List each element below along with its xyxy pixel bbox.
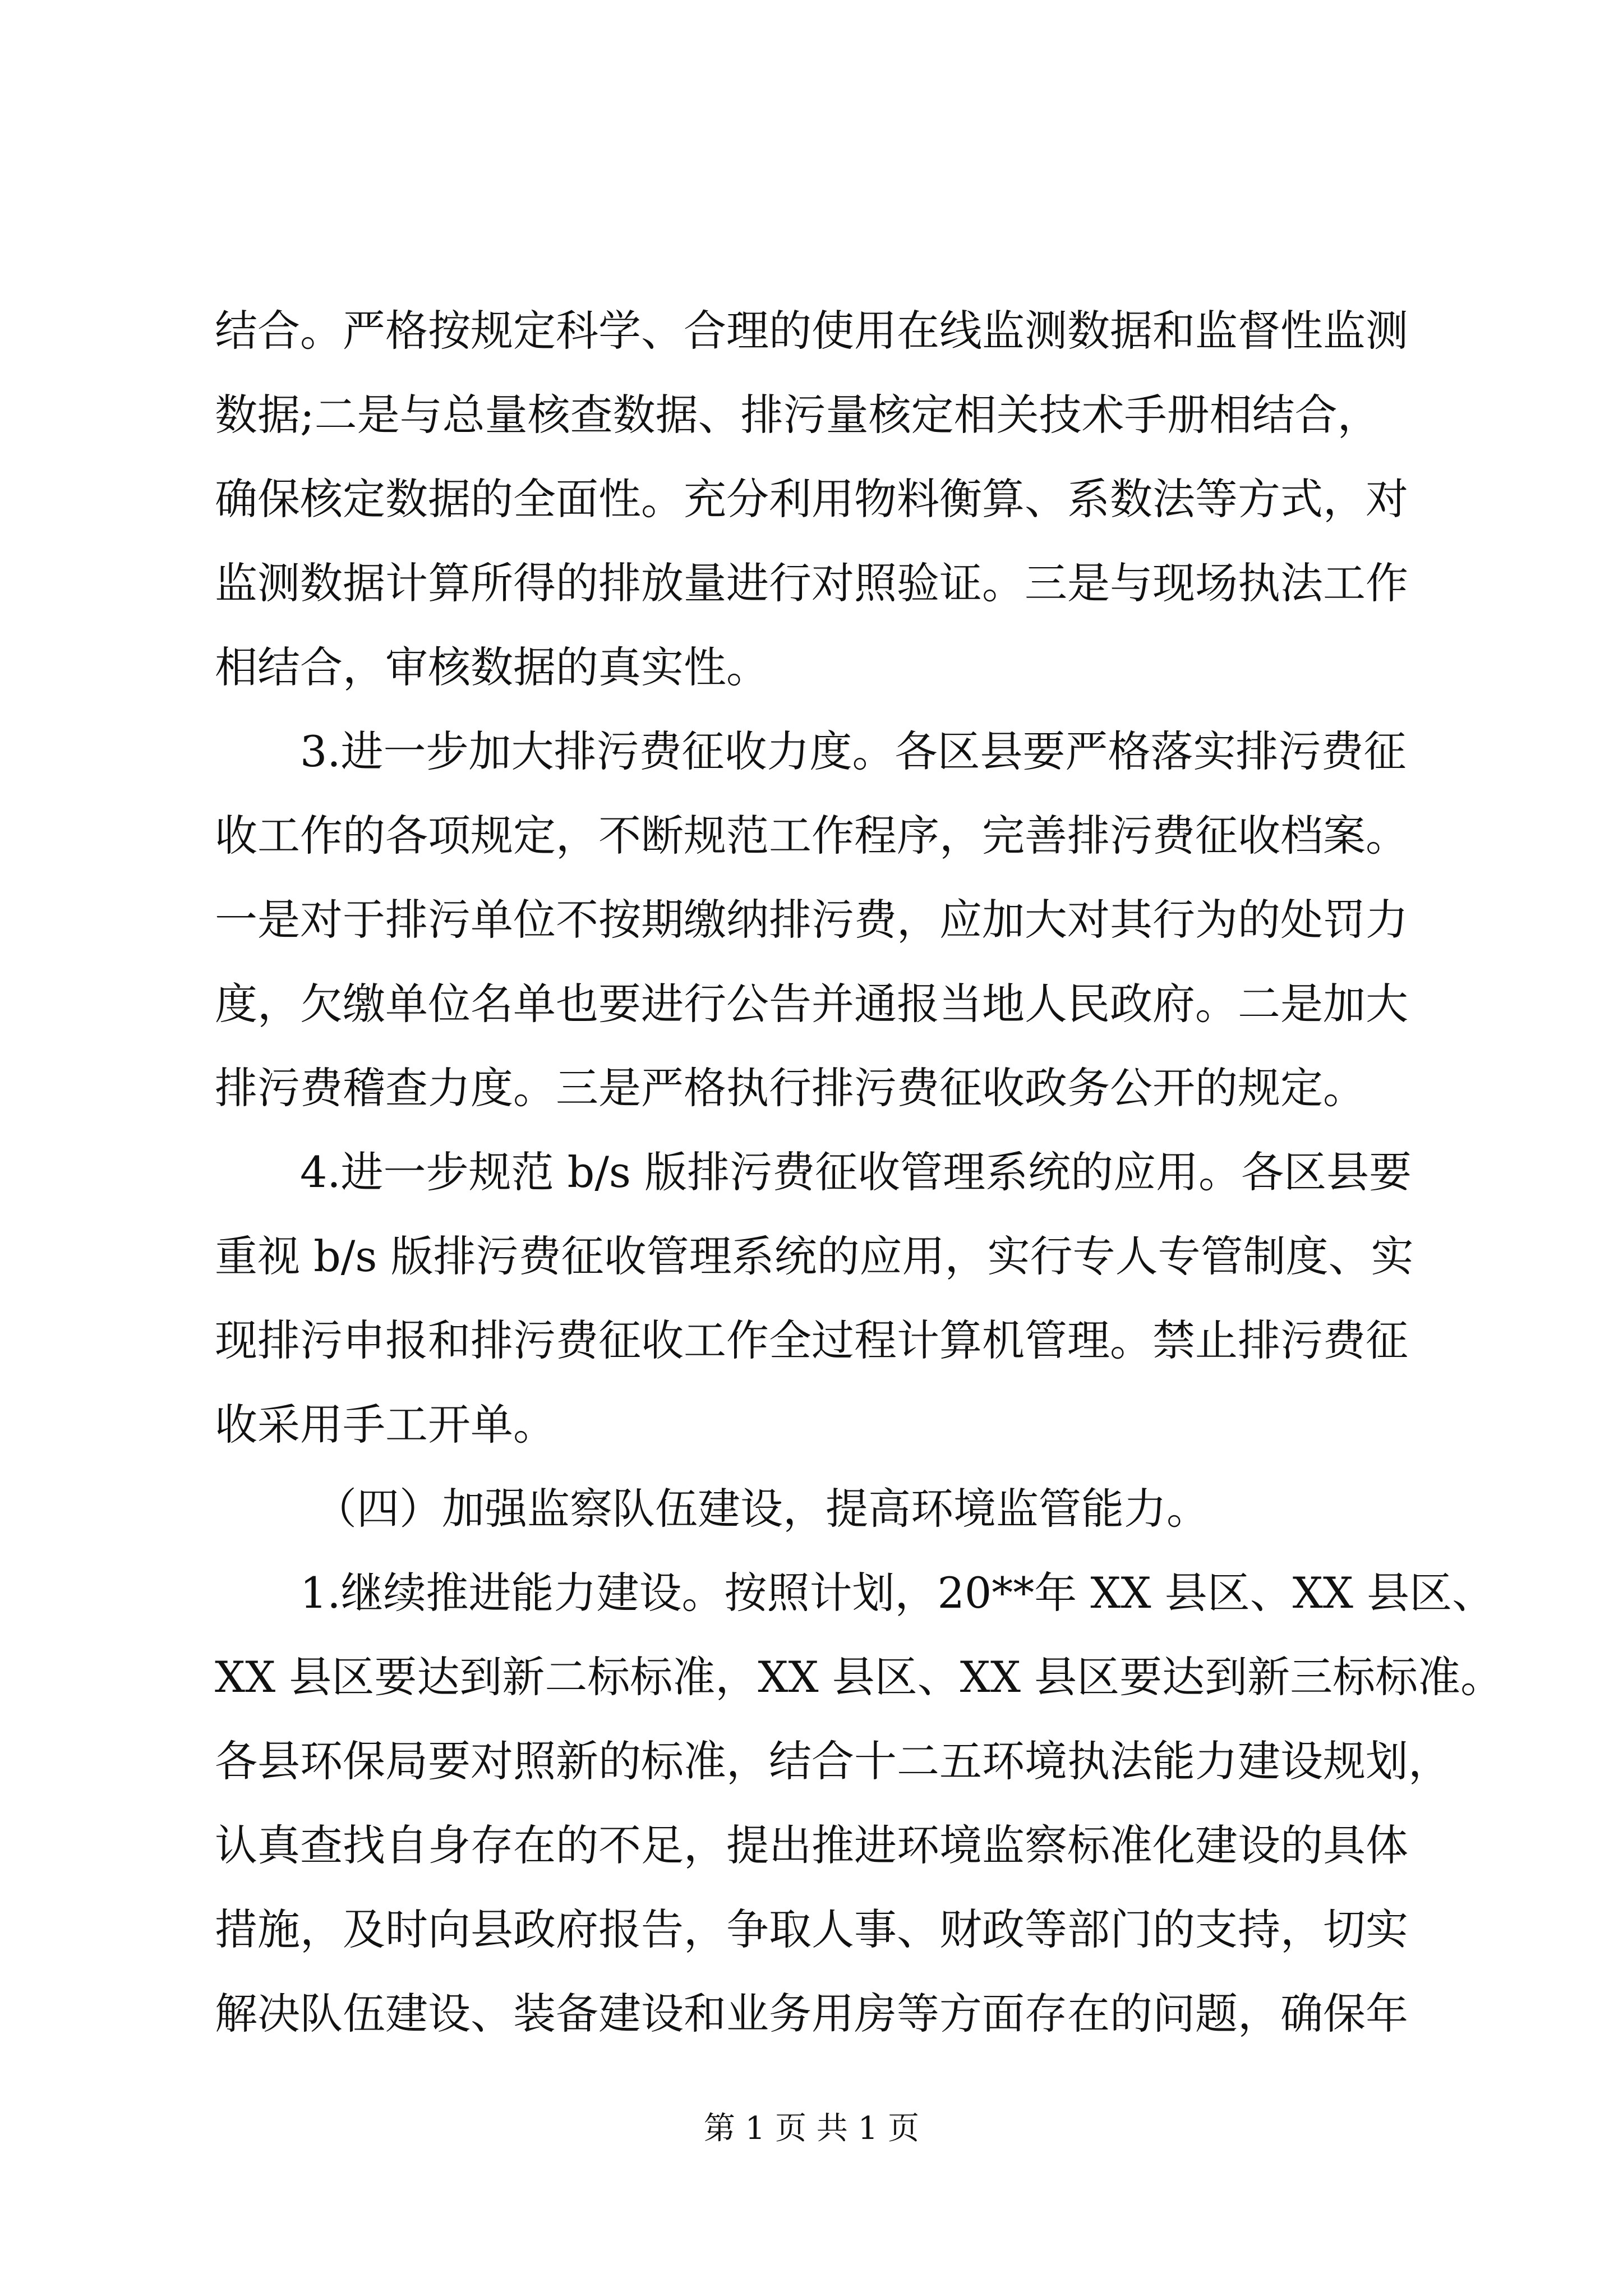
paragraph-line-16: 1.继续推进能力建设。按照计划，20**年 XX 县区、XX 县区、 xyxy=(300,1568,1495,1618)
paragraph-line-3: 确保核定数据的全面性。充分利用物料衡算、系数法等方式，对 xyxy=(215,474,1408,524)
section-heading: （四）加强监察队伍建设，提高环境监管能力。 xyxy=(314,1484,1209,1534)
paragraph-line-14: 收采用手工开单。 xyxy=(215,1400,556,1450)
paragraph-line-1: 结合。严格按规定科学、合理的使用在线监测数据和监督性监测 xyxy=(215,306,1408,356)
paragraph-line-17: XX 县区要达到新二标标准，XX 县区、XX 县区要达到新三标标准。 xyxy=(215,1652,1504,1702)
paragraph-line-18: 各县环保局要对照新的标准，结合十二五环境执法能力建设规划， xyxy=(215,1736,1451,1786)
paragraph-line-21: 解决队伍建设、装备建设和业务用房等方面存在的问题，确保年 xyxy=(215,1989,1408,2039)
paragraph-line-8: 一是对于排污单位不按期缴纳排污费，应加大对其行为的处罚力 xyxy=(215,895,1408,945)
paragraph-line-2: 数据;二是与总量核查数据、排污量核定相关技术手册相结合， xyxy=(215,390,1380,440)
page-footer: 第 1 页 共 1 页 xyxy=(703,2110,920,2147)
paragraph-line-12: 重视 b/s 版排污费征收管理系统的应用，实行专人专管制度、实 xyxy=(215,1231,1414,1281)
paragraph-line-11: 4.进一步规范 b/s 版排污费征收管理系统的应用。各区县要 xyxy=(300,1147,1412,1197)
paragraph-line-4: 监测数据计算所得的排放量进行对照验证。三是与现场执法工作 xyxy=(215,558,1408,608)
paragraph-line-6: 3.进一步加大排污费征收力度。各区县要严格落实排污费征 xyxy=(300,726,1407,776)
paragraph-line-19: 认真查找自身存在的不足，提出推进环境监察标准化建设的具体 xyxy=(215,1820,1408,1870)
paragraph-line-7: 收工作的各项规定，不断规范工作程序，完善排污费征收档案。 xyxy=(215,811,1408,861)
paragraph-line-5: 相结合，审核数据的真实性。 xyxy=(215,642,769,692)
paragraph-line-10: 排污费稽查力度。三是严格执行排污费征收政务公开的规定。 xyxy=(215,1063,1366,1113)
paragraph-line-20: 措施，及时向县政府报告，争取人事、财政等部门的支持，切实 xyxy=(215,1904,1408,1954)
paragraph-line-13: 现排污申报和排污费征收工作全过程计算机管理。禁止排污费征 xyxy=(215,1315,1408,1365)
paragraph-line-9: 度，欠缴单位名单也要进行公告并通报当地人民政府。二是加大 xyxy=(215,979,1408,1029)
